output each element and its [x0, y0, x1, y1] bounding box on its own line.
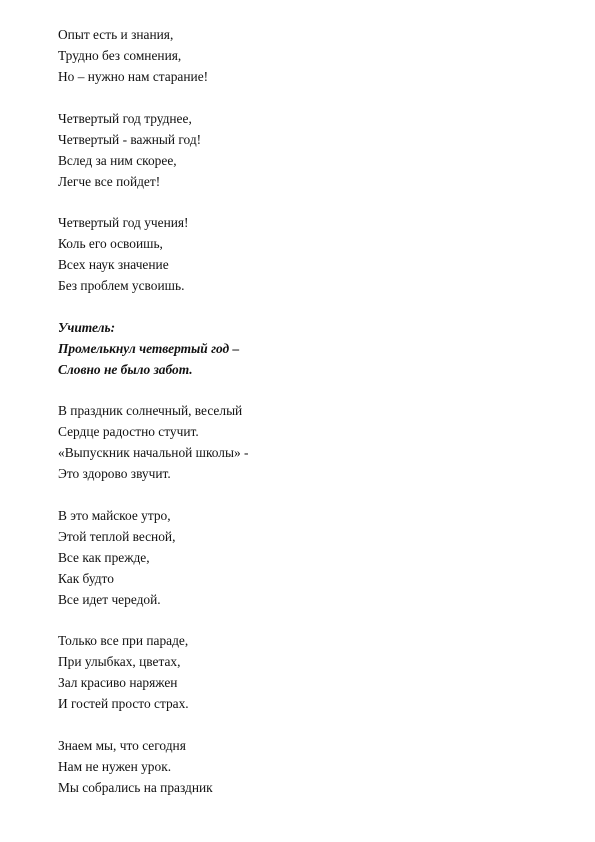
- poem-line: Сердце радостно стучит.: [58, 424, 199, 439]
- poem-line: Четвертый год учения!: [58, 215, 189, 230]
- poem-line: Но – нужно нам старание!: [58, 69, 209, 84]
- poem-line: «Выпускник начальной школы» -: [58, 445, 249, 460]
- stanza-1: [58, 24, 538, 87]
- poem-line: Всех наук значение: [58, 257, 169, 272]
- poem-line: Все как прежде,: [58, 549, 150, 565]
- poem-line: Словно не было забот.: [58, 361, 193, 377]
- poem-line: Мы собрались на праздник: [58, 779, 213, 795]
- poem-line: Знаем мы, что сегодня: [58, 737, 186, 753]
- poem-line: Промелькнул четвертый год –: [58, 340, 240, 356]
- poem-line: Это здорово звучит.: [58, 466, 171, 481]
- poem-line: Без проблем усвоишь.: [58, 278, 185, 293]
- poem-line: Легче все пойдет!: [58, 173, 161, 189]
- stanza-5: [58, 400, 538, 484]
- poem-line: Только все при параде,: [58, 633, 189, 648]
- teacher-stanza: [58, 317, 538, 380]
- poem-line: Нам не нужен урок.: [58, 758, 172, 774]
- poem-line: Коль его освоишь,: [58, 236, 163, 251]
- poem-line: Четвертый год труднее,: [58, 110, 192, 126]
- stanza-8: [58, 735, 538, 798]
- poem-line: Зал красиво наряжен: [58, 675, 178, 690]
- stanza-2: [58, 108, 538, 192]
- poem-line: И гостей просто страх.: [58, 696, 189, 711]
- stanza-7: [58, 630, 538, 714]
- poem-line: Этой теплой весной,: [58, 528, 176, 544]
- poem-line: Все идет чередой.: [58, 591, 161, 607]
- poem-line: Четвертый - важный год!: [58, 131, 202, 147]
- poem-line: Опыт есть и знания,: [58, 27, 174, 42]
- poem-line: Вслед за ним скорее,: [58, 152, 177, 168]
- poem-line: В это майское утро,: [58, 507, 171, 523]
- poem-text: [58, 24, 538, 818]
- stanza-3: [58, 212, 538, 296]
- poem-line: В праздник солнечный, веселый: [58, 403, 243, 418]
- poem-line: Трудно без сомнения,: [58, 48, 182, 63]
- speaker-label: Учитель:: [58, 319, 116, 335]
- stanza-6: [58, 505, 538, 610]
- poem-line: Как будто: [58, 570, 114, 586]
- poem-line: При улыбках, цветах,: [58, 654, 181, 669]
